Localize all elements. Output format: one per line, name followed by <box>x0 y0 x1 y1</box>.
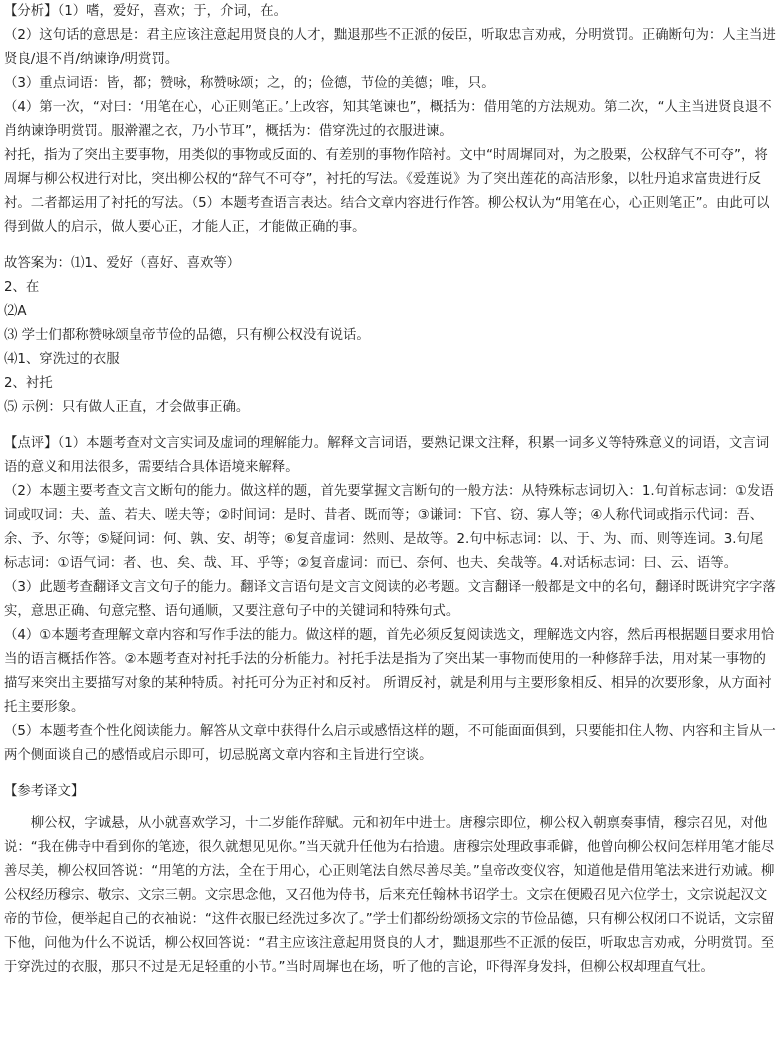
spacer <box>4 420 776 432</box>
spacer <box>4 240 776 252</box>
analysis-paragraph-5: 衬托，指为了突出主要事物，用类似的事物或反面的、有差别的事物作陪衬。文中“时周墀同对，为之股栗，公权辞气不可夺”，将周墀与柳公权进行对比，突出柳公权的“辞气不可夺”，衬托的写法。《爱莲说》为了突出莲花的高洁形象，以牡丹追求富贵进行反衬。二者都运用了衬托的写法。（5）本题考查语言表达。结合文章内容进行作答。柳公权认为“用笔在心，心正则笔正”。由此可以得到做人的启示，做人要心正，才能人正，才能做正确的事。 <box>4 148 770 235</box>
answer-line-7: ⑸ 示例：只有做人正直，才会做事正确。 <box>4 400 250 415</box>
comment-paragraph-1: 【点评】（1）本题考查对文言实词及虚词的理解能力。解释文言词语，要熟记课文注释，积累一词多义等特殊意义的词语，文言词语的意义和用法很多，需要结合具体语境来解释。 <box>4 436 770 475</box>
comment-paragraph-4: （4）①本题考查理解文章内容和写作手法的能力。做这样的题，首先必须反复阅读选文，理解选文内容，然后再根据题目要求用恰当的语言概括作答。②本题考查对衬托手法的分析能力。衬托手法是指为了突出某一事物而使用的一种修辞手法，用对某一事物的描写来突出主要描写对象的某种特质。衬托可分为正衬和反衬。 所谓反衬，就是利用与主要形象相反、相异的次要形象，从方面衬托主要形象。 <box>4 628 775 715</box>
analysis-heading: 【分析】 <box>4 4 58 19</box>
translation-paragraph: 柳公权，字诚悬，从小就喜欢学习，十二岁能作辞赋。元和初年中进士。唐穆宗即位，柳公权入朝禀奏事情，穆宗召见，对他说：“我在佛寺中看到你的笔迹，很久就想见见你。”当天就升任他为右拾遗。唐穆宗处理政事乖僻，他曾向柳公权问怎样用笔才能尽善尽美，柳公权回答说：“用笔的方法，全在于用心，心正则笔法自然尽善尽美。”皇帝改变仪容，知道他是借用笔法来进行劝诫。柳公权经历穆宗、敬宗、文宗三朝。文宗思念他，又召他为侍书，后来充任翰林书诏学士。文宗在便殿召见六位学士，文宗说起汉文帝的节俭，便举起自己的衣袖说：“这件衣服已经洗过多次了。”学士们都纷纷颂扬文宗的节俭品德，只有柳公权闭口不说话，文宗留下他，问他为什么不说话，柳公权回答说：“君主应该注意起用贤良的人才，黜退那些不正派的佞臣，听取忠言劝戒，分明赏罚。至于穿洗过的衣服，那只不过是无足轻重的小节。”当时周墀也在场，听了他的言论，吓得浑身发抖，但柳公权却理直气壮。 <box>4 816 775 975</box>
answer-line-6: 2、衬托 <box>4 376 53 391</box>
comment-section <box>4 432 776 768</box>
comment-paragraph-3: （3）此题考查翻译文言文句子的能力。翻译文言语句是文言文阅读的必考题。文言翻译一般都是文中的名句，翻译时既讲究字字落实，意思正确、句意完整、语句通顺，又要注意句子中的关键词和特殊句式。 <box>4 580 776 619</box>
answer-line-2: 2、在 <box>4 280 40 295</box>
answer-line-1: 故答案为：⑴1、爱好（喜好、喜欢等） <box>4 256 241 271</box>
comment-heading: 【点评】 <box>4 436 58 451</box>
comment-paragraph-5: （5）本题考查个性化阅读能力。解答从文章中获得什么启示或感悟这样的题，不可能面面俱到，只要能扣住人物、内容和主旨从一两个侧面谈自己的感悟或启示即可，切忌脱离文章内容和主旨进行空谈。 <box>4 724 776 763</box>
translation-section <box>4 780 776 980</box>
answer-line-5: ⑷1、穿洗过的衣服 <box>4 352 120 367</box>
analysis-paragraph-4: （4）第一次，“对曰：‘用笔在心，心正则笔正。’上改容，知其笔谏也”，概括为：借用笔的方法规劝。第二次，“人主当进贤良退不肖纳谏诤明赏罚。服澣濯之衣，乃小节耳”，概括为：借穿洗过的衣服进谏。 <box>4 100 772 139</box>
translation-heading: 【参考译文】 <box>4 784 85 799</box>
answer-section <box>4 252 776 420</box>
analysis-section <box>4 0 776 240</box>
comment-paragraph-2: （2）本题主要考查文言文断句的能力。做这样的题，首先要掌握文言断句的一般方法：从特殊标志词切入：1.句首标志词：①发语词或叹词：夫、盖、若夫、嗟夫等；②时间词：是时、昔者、既而等；③谦词：下官、窃、寡人等；④人称代词或指示代词：吾、余、予、尔等；⑤疑问词：何、孰、安、胡等；⑥复音虚词：然则、是故等。2.句中标志词：以、于、为、而、则等连词。3.句尾标志词：①语气词：者、也、矣、哉、耳、乎等；②复音虚词：而已、奈何、也夫、矣哉等。4.对话标志词：曰、云、语等。 <box>4 484 774 571</box>
spacer <box>4 768 776 780</box>
spacer <box>4 804 776 812</box>
answer-line-4: ⑶ 学士们都称赞咏颂皇帝节俭的品德，只有柳公权没有说话。 <box>4 328 370 343</box>
answer-line-3: ⑵A <box>4 304 27 319</box>
analysis-paragraph-1: 【分析】（1）嗜，爱好，喜欢；于，介词，在。 <box>4 4 288 19</box>
analysis-paragraph-2: （2）这句话的意思是：君主应该注意起用贤良的人才，黜退那些不正派的佞臣，听取忠言劝戒，分明赏罚。正确断句为：人主当进贤良/退不肖/纳谏诤/明赏罚。 <box>4 28 776 67</box>
analysis-paragraph-3: （3）重点词语：皆，都；赞咏，称赞咏颂；之，的；俭德，节俭的美德；唯，只。 <box>4 76 495 91</box>
